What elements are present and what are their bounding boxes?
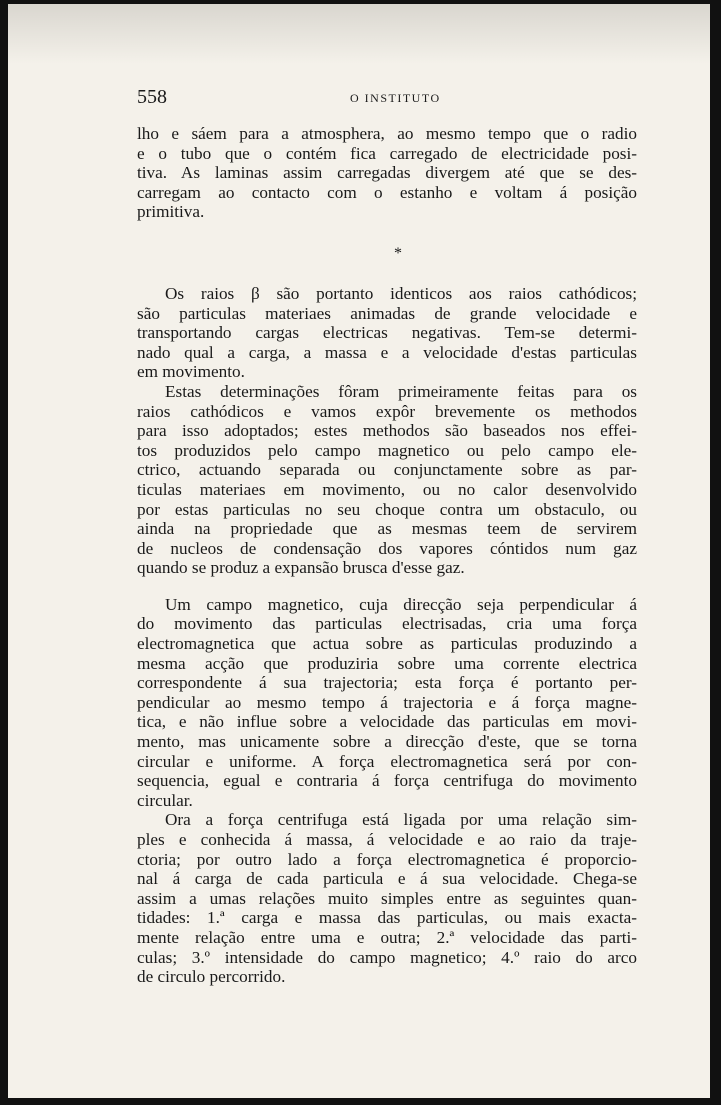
text-line: tiva. As laminas assim carregadas divergem até que se des- [137, 163, 637, 183]
text-line: mesma acção que produziria sobre uma corrente electrica [137, 653, 637, 673]
scan-border [0, 0, 8, 1105]
text-line: para isso adoptados; estes methodos são baseados nos effei- [137, 421, 637, 441]
text-line: quando se produz a expansão brusca d'esse gaz. [137, 558, 465, 578]
text-line: Um campo magnetico, cuja direcção seja perpendicular á [165, 594, 637, 614]
text-line: Estas determinações fôram primeiramente feitas para os [165, 381, 637, 401]
text-line: pendicular ao mesmo tempo á trajectoria e á força magne- [137, 692, 637, 712]
body-text [137, 124, 637, 987]
text-line: de nucleos de condensação dos vapores cóntidos num gaz [137, 538, 637, 558]
text-line: circular. [137, 790, 193, 810]
text-line: Os raios β são portanto identicos aos raios cathódicos; [165, 283, 637, 303]
paragraph-4 [137, 595, 637, 811]
text-line: tica, e não influe sobre a velocidade das particulas em movi- [137, 712, 637, 732]
text-line: ctrico, actuando separada ou conjunctamente sobre as par- [137, 460, 637, 480]
text-line: são particulas materiaes animadas de grande velocidade e [137, 303, 637, 323]
text-line: carregam ao contacto com o estanho e voltam á posição [137, 182, 637, 202]
paragraph-gap [137, 578, 637, 595]
text-line: do movimento das particulas electrisadas, cria uma força [137, 614, 637, 634]
text-line: mente relação entre uma e outra; 2.ª velocidade das parti- [137, 927, 637, 947]
paragraph-5 [137, 810, 637, 986]
text-line: ctoria; por outro lado a força electromagnetica é proporcio- [137, 849, 637, 869]
section-separator: * [394, 244, 402, 262]
text-line: raios cathódicos e vamos expôr brevemente os methodos [137, 401, 637, 421]
text-line: lho e sáem para a atmosphera, ao mesmo tempo que o radio [137, 124, 637, 143]
text-line: primitiva. [137, 202, 205, 222]
text-line: circular e uniforme. A força electromagnetica será por con- [137, 751, 637, 771]
text-line: nado qual a carga, a massa e a velocidade d'estas particulas [137, 342, 637, 362]
text-line: tidades: 1.ª carga e massa das particulas, ou mais exacta- [137, 908, 637, 928]
text-line: electromagnetica que actua sobre as particulas produzindo a [137, 634, 637, 654]
text-line: ticulas materiaes em movimento, ou no calor desenvolvido [137, 479, 637, 499]
text-line: ples e conhecida á massa, á velocidade e ao raio da traje- [137, 830, 637, 849]
running-head: O INSTITUTO [350, 91, 441, 105]
text-line: ainda na propriedade que as mesmas teem de servirem [137, 519, 637, 539]
text-line: por estas particulas no seu choque contra um obstaculo, ou [137, 499, 637, 519]
text-line: assim a umas relações muito simples entre as seguintes quan- [137, 888, 637, 908]
text-line: correspondente á sua trajectoria; esta força é portanto per- [137, 673, 637, 693]
text-line: sequencia, egual e contraria á força centrifuga do movimento [137, 771, 637, 791]
text-line: transportando cargas electricas negativas. Tem-se determi- [137, 323, 637, 343]
paragraph-1 [137, 124, 637, 222]
text-line: de circulo percorrido. [137, 967, 286, 987]
text-line: Ora a força centrifuga está ligada por uma relação sim- [165, 810, 637, 830]
text-line: em movimento. [137, 362, 245, 382]
text-line: tos produzidos pelo campo magnetico ou pelo campo ele- [137, 440, 637, 460]
text-line: e o tubo que o contém fica carregado de electricidade posi- [137, 143, 637, 163]
paragraph-2 [137, 284, 637, 382]
text-line: culas; 3.º intensidade do campo magnetico; 4.º raio do arco [137, 947, 637, 967]
text-line: mento, mas unicamente sobre a direcção d'este, que se torna [137, 732, 637, 752]
page-header [137, 86, 637, 110]
paragraph-3 [137, 382, 637, 578]
page-number: 558 [137, 86, 167, 108]
text-line: nal á carga de cada particula e á sua velocidade. Chega-se [137, 869, 637, 889]
